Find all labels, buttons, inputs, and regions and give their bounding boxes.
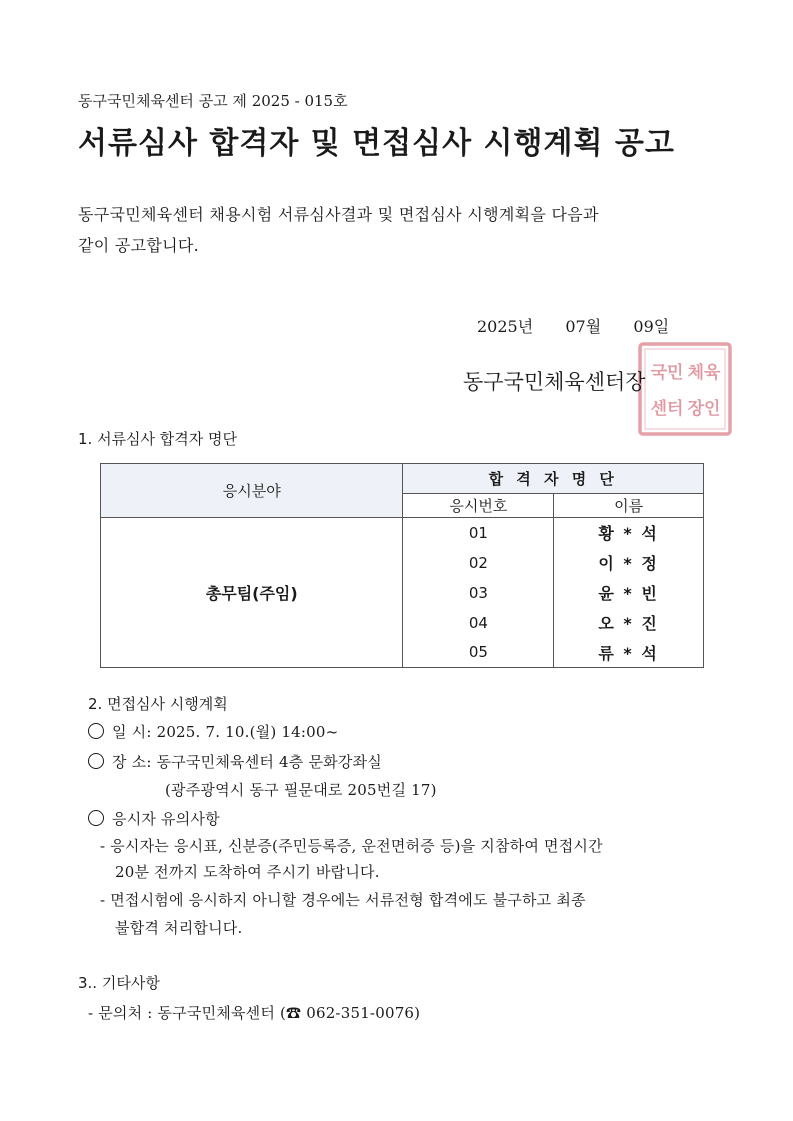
section-1-heading: 1. 서류심사 합격자 명단	[78, 430, 238, 448]
applicant-number: 03	[403, 578, 554, 608]
note-2-line-1: - 면접시험에 응시하지 아니할 경우에는 서류전형 합격에도 불구하고 최종	[100, 891, 586, 909]
date-year: 2025년	[477, 317, 534, 336]
organization-signature: 동구국민체육센터장	[463, 370, 646, 394]
notice-number: 동구국민체육센터 공고 제 2025 - 015호	[78, 92, 348, 110]
page-title: 서류심사 합격자 및 면접심사 시행계획 공고	[78, 126, 675, 161]
applicant-number: 04	[403, 608, 554, 638]
col-header-name: 이름	[554, 494, 704, 518]
applicant-number: 02	[403, 548, 554, 578]
col-header-number: 응시번호	[403, 494, 554, 518]
interview-datetime-text: 일 시: 2025. 7. 10.(월) 14:00~	[112, 723, 339, 741]
applicant-name: 류 * 석	[554, 638, 704, 668]
seal-char: 체육	[687, 363, 721, 383]
note-1-line-2: 20분 전까지 도착하여 주시기 바랍니다.	[115, 863, 380, 881]
interview-place	[88, 751, 382, 772]
note-2-line-2: 불합격 처리합니다.	[115, 919, 243, 937]
circle-bullet-icon	[88, 753, 104, 769]
section-2-heading: 2. 면접심사 시행계획	[88, 695, 228, 713]
passed-applicants-table	[100, 463, 704, 668]
applicant-number: 05	[403, 638, 554, 668]
notice-date	[477, 314, 669, 337]
note-1-line-1: - 응시자는 응시표, 신분증(주민등록증, 운전면허증 등)을 지참하여 면접시간	[100, 837, 603, 855]
applicant-name: 오 * 진	[554, 608, 704, 638]
interview-datetime	[88, 721, 338, 742]
applicant-number: 01	[403, 518, 554, 548]
notes-heading	[88, 808, 220, 829]
applicant-name: 이 * 정	[554, 548, 704, 578]
date-month: 07월	[565, 317, 602, 336]
interview-place-text: 장 소: 동구국민체육센터 4층 문화강좌실	[112, 753, 382, 771]
seal-char: 장인	[687, 399, 721, 419]
seal-char: 센터	[650, 399, 684, 419]
contact-info: - 문의처 : 동구국민체육센터 (☎ 062-351-0076)	[88, 1004, 421, 1022]
interview-address: (광주광역시 동구 필문대로 205번길 17)	[165, 781, 437, 799]
field-value: 총무팀(주임)	[101, 518, 403, 668]
circle-bullet-icon	[88, 810, 104, 826]
applicant-name: 황 * 석	[554, 518, 704, 548]
section-3-heading: 3.. 기타사항	[78, 974, 160, 992]
official-seal-icon	[636, 340, 734, 438]
applicant-name: 윤 * 빈	[554, 578, 704, 608]
intro-line-1: 동구국민체육센터 채용시험 서류심사결과 및 면접심사 시행계획을 다음과	[78, 205, 599, 224]
notes-heading-text: 응시자 유의사항	[112, 810, 220, 828]
date-day: 09일	[633, 317, 670, 336]
intro-line-2: 같이 공고합니다.	[78, 236, 200, 255]
circle-bullet-icon	[88, 723, 104, 739]
col-header-field: 응시분야	[101, 464, 403, 518]
col-header-group: 합 격 자 명 단	[403, 464, 704, 494]
seal-char: 국민	[650, 363, 684, 383]
